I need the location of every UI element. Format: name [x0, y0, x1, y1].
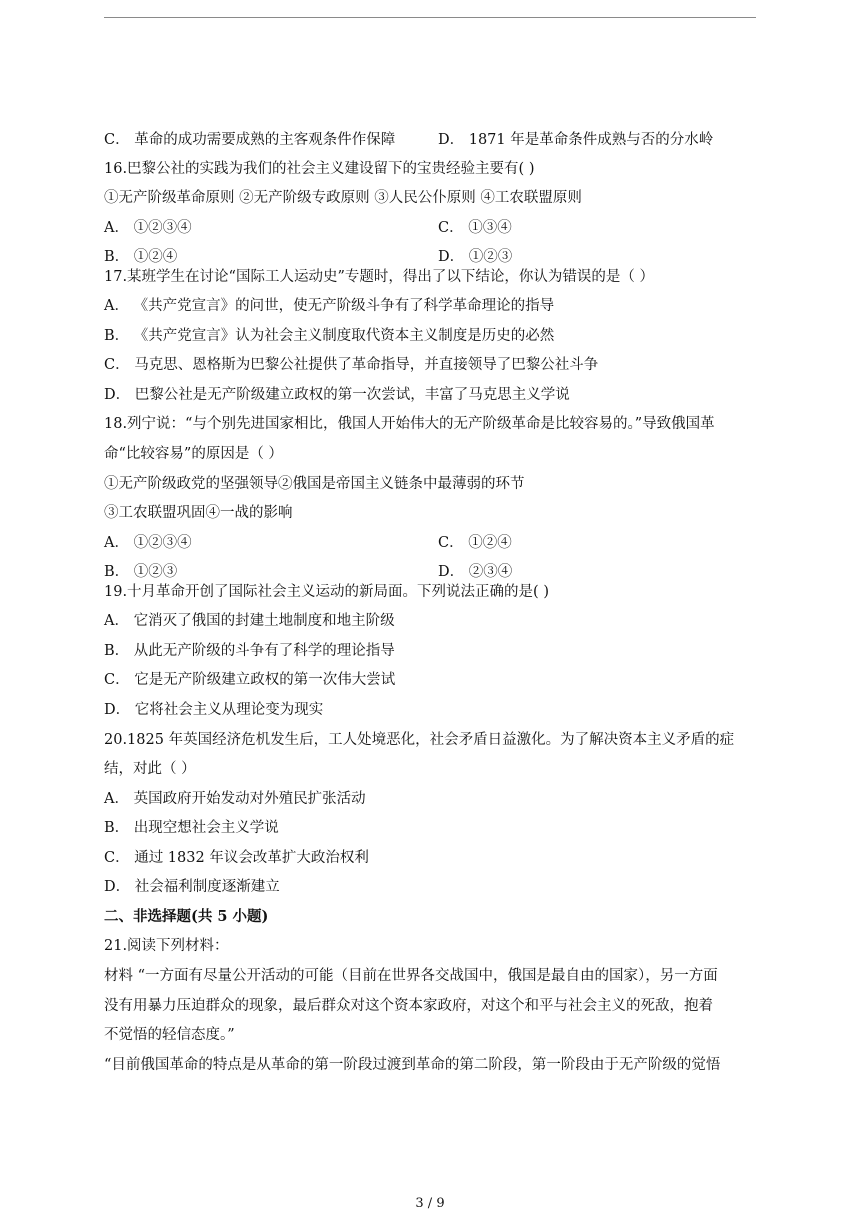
- q20-stem-line2: 结，对此（ ）: [104, 761, 196, 777]
- q17-option-a: A． 《共产党宣言》的问世，使无产阶级斗争有了科学革命理论的指导: [104, 298, 555, 314]
- q18-option-c: C． ①②④: [438, 535, 512, 551]
- q18-items-line2: ③工农联盟巩固④一战的影响: [104, 505, 293, 521]
- q19-option-a: A． 它消灭了俄国的封建土地制度和地主阶级: [104, 613, 395, 629]
- q16-items: ①无产阶级革命原则 ②无产阶级专政原则 ③人民公仆原则 ④工农联盟原则: [104, 190, 582, 206]
- q19-option-b: B． 从此无产阶级的斗争有了科学的理论指导: [104, 643, 395, 659]
- header-rule: [104, 17, 756, 18]
- q18-option-a: A． ①②③④: [104, 535, 192, 551]
- q17-option-b: B． 《共产党宣言》认为社会主义制度取代资本主义制度是历史的必然: [104, 328, 555, 344]
- q16-option-d: D． ①②③: [438, 249, 513, 265]
- q17-option-c: C． 马克思、恩格斯为巴黎公社提供了革命指导，并直接领导了巴黎公社斗争: [104, 357, 599, 373]
- q19-stem: 19.十月革命开创了国际社会主义运动的新局面。下列说法正确的是( ): [104, 584, 549, 600]
- q20-option-a: A． 英国政府开始发动对外殖民扩张活动: [104, 791, 366, 807]
- q18-items-line1: ①无产阶级政党的坚强领导②俄国是帝国主义链条中最薄弱的环节: [104, 476, 525, 492]
- q18-option-d: D． ②③④: [438, 564, 513, 580]
- q21-material-line1: 材料 “一方面有尽量公开活动的可能（目前在世界各交战国中，俄国是最自由的国家），另一方面: [104, 968, 718, 984]
- q17-option-d: D． 巴黎公社是无产阶级建立政权的第一次尝试，丰富了马克思主义学说: [104, 387, 570, 403]
- q21-stem: 21.阅读下列材料：: [104, 938, 229, 954]
- q20-stem-line1: 20.1825 年英国经济危机发生后，工人处境恶化，社会矛盾日益激化。为了解决资本主义矛盾的症: [104, 732, 735, 748]
- q21-material-line2: 没有用暴力压迫群众的现象，最后群众对这个资本家政府，对这个和平与社会主义的死敌，抱着: [104, 998, 713, 1014]
- q21-material-line4: “目前俄国革命的特点是从革命的第一阶段过渡到革命的第二阶段，第一阶段由于无产阶级的觉悟: [104, 1057, 721, 1073]
- q16-option-b: B． ①②④: [104, 249, 178, 265]
- q18-stem-line2: 命“比较容易”的原因是（ ）: [104, 446, 283, 462]
- section-heading: 二、非选择题(共 5 小题): [104, 908, 269, 925]
- q19-option-c: C． 它是无产阶级建立政权的第一次伟大尝试: [104, 672, 396, 688]
- q15-option-d: D． 1871 年是革命条件成熟与否的分水岭: [438, 132, 714, 148]
- q20-option-d: D． 社会福利制度逐渐建立: [104, 879, 280, 895]
- q16-option-c: C． ①③④: [438, 220, 512, 236]
- q19-option-d: D． 它将社会主义从理论变为现实: [104, 702, 324, 718]
- q18-stem-line1: 18.列宁说：“与个别先进国家相比，俄国人开始伟大的无产阶级革命是比较容易的。”导致俄国革: [104, 416, 715, 432]
- q16-stem: 16.巴黎公社的实践为我们的社会主义建设留下的宝贵经验主要有( ): [104, 161, 535, 177]
- q18-option-b: B． ①②③: [104, 564, 178, 580]
- q15-option-c: C． 革命的成功需要成熟的主客观条件作保障: [104, 132, 396, 148]
- q17-stem: 17.某班学生在讨论“国际工人运动史”专题时，得出了以下结论，你认为错误的是（ ）: [104, 269, 654, 285]
- q20-option-c: C． 通过 1832 年议会改革扩大政治权利: [104, 850, 369, 866]
- q20-option-b: B． 出现空想社会主义学说: [104, 820, 279, 836]
- page-number: 3 / 9: [415, 1196, 445, 1211]
- q16-option-a: A． ①②③④: [104, 220, 192, 236]
- q21-material-line3: 不觉悟的轻信态度。”: [104, 1027, 235, 1043]
